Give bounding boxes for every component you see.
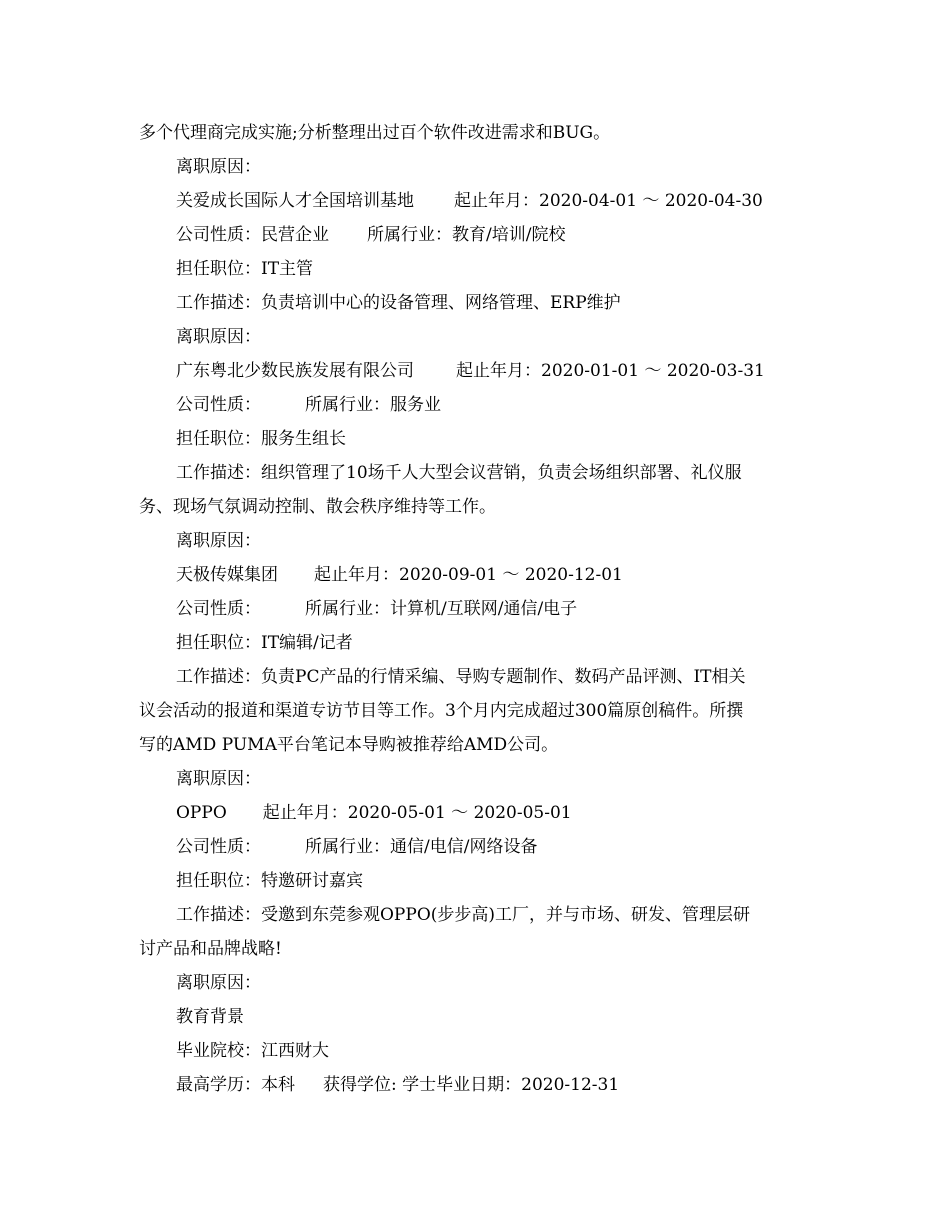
education-info [139, 1068, 819, 1102]
resume-text [139, 116, 819, 1102]
position: 担任职位：IT主管 [176, 259, 314, 279]
company-name: 广东粤北少数民族发展有限公司 [176, 361, 414, 381]
job-description: 工作描述：负责培训中心的设备管理、网络管理、ERP维护 [176, 293, 621, 313]
job-description-cont: 写的AMD PUMA平台笔记本导购被推荐给AMD公司。 [139, 735, 559, 755]
position: 担任职位：IT编辑/记者 [176, 633, 353, 653]
job-description: 工作描述：受邀到东莞参观OPPO(步步高)工厂，并与市场、研发、管理层研 [176, 905, 751, 925]
company-info [139, 388, 819, 422]
text-line [139, 116, 819, 150]
text-line [139, 252, 819, 286]
line-text: 多个代理商完成实施;分析整理出过百个软件改进需求和BUG。 [139, 123, 611, 143]
job-description-cont: 讨产品和品牌战略! [139, 939, 282, 959]
text-line [139, 728, 819, 762]
company-info [139, 218, 819, 252]
text-line [139, 422, 819, 456]
company-name: OPPO [176, 803, 227, 823]
company-nature: 公司性质： [176, 395, 261, 415]
position: 担任职位：服务生组长 [176, 429, 346, 449]
company-info [139, 592, 819, 626]
job-header [139, 558, 819, 592]
section-heading [139, 1000, 819, 1034]
job-description: 工作描述：组织管理了10场千人大型会议营销，负责会场组织部署、礼仪服 [176, 463, 742, 483]
leave-reason: 离职原因： [176, 157, 261, 177]
school: 毕业院校：江西财大 [176, 1041, 329, 1061]
date-range: 起止年月：2020-04-01 ～ 2020-04-30 [454, 191, 763, 211]
company-name: 关爱成长国际人才全国培训基地 [176, 191, 414, 211]
leave-reason: 离职原因： [176, 769, 261, 789]
date-range: 起止年月：2020-01-01 ～ 2020-03-31 [456, 361, 765, 381]
text-line [139, 524, 819, 558]
text-line [139, 626, 819, 660]
text-line [139, 694, 819, 728]
text-line [139, 966, 819, 1000]
job-description-cont: 议会活动的报道和渠道专访节目等工作。3个月内完成超过300篇原创稿件。所撰 [139, 701, 744, 721]
company-nature: 公司性质： [176, 837, 261, 857]
text-line [139, 320, 819, 354]
job-description: 工作描述：负责PC产品的行情采编、导购专题制作、数码产品评测、IT相关 [176, 667, 746, 687]
leave-reason: 离职原因： [176, 531, 261, 551]
leave-reason: 离职原因： [176, 973, 261, 993]
position: 担任职位：特邀研讨嘉宾 [176, 871, 363, 891]
highest-degree: 最高学历：本科 [176, 1075, 295, 1095]
text-line [139, 932, 819, 966]
text-line [139, 150, 819, 184]
text-line [139, 1034, 819, 1068]
industry: 所属行业：通信/电信/网络设备 [305, 837, 538, 857]
text-line [139, 762, 819, 796]
job-header [139, 796, 819, 830]
date-range: 起止年月：2020-05-01 ～ 2020-05-01 [262, 803, 572, 823]
company-info [139, 830, 819, 864]
leave-reason: 离职原因： [176, 327, 261, 347]
industry: 所属行业：服务业 [305, 395, 441, 415]
text-line [139, 898, 819, 932]
education-heading: 教育背景 [176, 1007, 244, 1027]
company-name: 天极传媒集团 [176, 565, 278, 585]
job-header [139, 354, 819, 388]
text-line [139, 456, 819, 490]
text-line [139, 490, 819, 524]
text-line [139, 864, 819, 898]
text-line [139, 286, 819, 320]
text-line [139, 660, 819, 694]
industry: 所属行业：教育/培训/院校 [367, 225, 566, 245]
company-nature: 公司性质：民营企业 [176, 225, 329, 245]
job-header [139, 184, 819, 218]
degree-graduation-date: 获得学位: 学士毕业日期：2020-12-31 [323, 1075, 620, 1095]
industry: 所属行业：计算机/互联网/通信/电子 [305, 599, 578, 619]
date-range: 起止年月：2020-09-01 ～ 2020-12-01 [314, 565, 623, 585]
job-description-cont: 务、现场气氛调动控制、散会秩序维持等工作。 [139, 497, 496, 517]
company-nature: 公司性质： [176, 599, 261, 619]
